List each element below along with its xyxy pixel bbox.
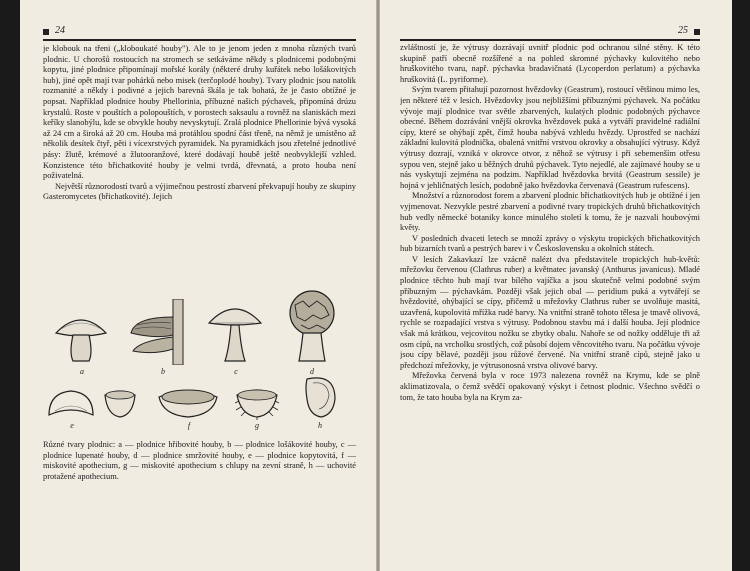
- right-paragraph-5: V lesích Zakavkazí lze vzácně nalézt dva představitele tropických hub-květů: mřežovku červenou (Clathrus ruber) a květnatec javanský (Anthurus javanicus). Mladé plodnice těchto hub mají tvar bílého vajíčka a jsou skutečně velmi podobné svým příbuzným — pýchavkám. Později však jejich obal — peridium puká a vytvářejí se hvězdovité, ohýbající se cípy, přičemž u mřežovky Clathrus ruber se uvolňuje masitá, uzavřená, kupolovitá mřížka rudé barvy. Na vnitřní straně tohoto tělesa je tmavě olivová, rychle se rozpadající vrstva s výtrusy. Podobnou stavbu má i další houba. Její plodnice však má krátkou, vejcovitou nožku se zbytky obalu. Nahoře se od nožky odděluje tři až osm cípů, na vrcholku srostlých, což působí dojem věncovitého tvaru. Na počátku vývoje jsou cípy bělavé, později jsou růžové červené. Na vnitřní straně cípů, stejně jako u předchozí mřežovky, je výtrusonosná vrstva olivové barvy.: [400, 254, 700, 370]
- figure-label-f: f: [187, 421, 191, 430]
- right-paragraph-2: Svým tvarem přitahují pozornost hvězdovky (Geastrum), rostoucí většinou mimo les, jen některé též v lesích. Hvězdovky jsou nejbližšími příbuznými pýchavek. Na počátku vývoje mají plodnice tvar světle zbarvených, kulatých plodnic podobných pýchavce obecné. Během dozrávání vnější okrovka hvězdovek puká a vytváří pravidelné radiální cípy, které se ohýbají zpět, čímž houba nabývá vzhledu hvězdy. Uprostřed se nachází základní kulovitá plodnička, obalená vnitřní vrstvou okrovky a obsahující výtrusy. Když výtrusy dozrají, vzniká v okrovce otvor, z něhož se výtrusy i při sebemenším otřesu sypou ven, stejně jako u běžných druhů pýchavek. Tyto nejedlé, ale zajímavé houby se u nás vyskytují zejména na podzim. Například hvězdovka brvitá (Geastrum sessile) je hojná v jehličnatých lesích, podobně jako hvězdovka červenavá (Geastrum rufescens).: [400, 85, 700, 190]
- figure-label-g: g: [255, 421, 259, 430]
- left-page-body: [43, 44, 356, 250]
- figure-caption: Různé tvary plodnic: a — plodnice hřibovité houby, b — plodnice lošákovité houby, c — plodnice lupenaté houby, d — plodnice smržovité houby, e — plodnice kopytovitá, f — miskovité apothecium, g — miskovité apothecium s chlupy na zevní straně, h — uchovité protažené apothecium.: [43, 440, 356, 481]
- fungi-shapes-figure: [43, 285, 356, 435]
- hairy-apothecium-illustration: [233, 385, 281, 421]
- right-paragraph-6: Mřežovka červená byla v roce 1973 nalezena rovněž na Krymu, kde se plně aklimatizovala, o čemž svědčí opakovaný výskyt i četnost plodnic. Všechno svědčí o tom, že tato houba byla na Krym za-: [400, 371, 700, 402]
- right-paragraph-1: zvláštností je, že výtrusy dozrávají uvnitř plodnic pod ochranou silné stěny. K této skupině patří obecně rozšířené a na pohled skromné pýchavky kulovitého nebo hruškovitého tvaru, např. pýchavka bradavičnatá (Lycoperdon perlatum) a pýchavka hruškovitá (L. pyriforme).: [400, 43, 700, 84]
- left-paragraph-2: Největší různorodostí tvarů a výjimečnou pestrostí zbarvení překvapují houby ze skupiny Gasteromycetes (břichatkovité). Jejich: [43, 181, 356, 202]
- left-paragraph-1: je klobouk na třeni („kloboukaté houby"). Ale to je jenom jeden z mnoha různých tvarů plodnic. U chorošů rostoucích na stromech se setkáváme někdy s plodnicemi podobnými kopytu, jiné plodnice připomínají mořské korály (některé druhy kuřátek nebo lošákovitých hub), jiné opět mají tvar pohárků nebo misek (terčoplodé houby). Tvary plodnic jsou natolik rozmanité a někdy i podivné a jejich barevná škála je tak bohatá, že je často obtížné je popsat. Například plodnice houby Phellorinia, příbuzné našich pýchavek, připomíná drúzu krystalů. Roste v pouštích a polopouštích, v porostech saksaulu a rovněž na slaniskách mezi keříky slanobýlu, kde se obvykle houby nevyskytují. Zralá plodnice Phellorinie bývá vysoká až 24 cm a široká až 20 cm. Houba má protáhlou spodní část třeně, na němž je umístěno až několik desítek čtyř, pěti i víceхrstvých pyramidek. Na pyramidkách jsou zřetelné jednotlivé pásy: žlutě, krémové a žlutooranžové, které dodávají houbě ještě neobvyklejší vzhled. Konzistence této břichatkovité houby je velmi tvrdá, dřevnatá, a proto houba není poživatelná.: [43, 44, 356, 181]
- hoof-fungus-illustration: [45, 385, 97, 421]
- figure-label-b: b: [161, 367, 165, 376]
- figure-label-e: e: [70, 421, 74, 430]
- right-page-number: 25: [678, 25, 688, 36]
- cup-apothecium-illustration: [155, 385, 221, 421]
- right-paragraph-4: V posledních dvaceti letech se množí zprávy o výskytu tropických břichatkovitých hub bizarních tvarů a pestrých barev i v Československu a okolních státech.: [400, 233, 700, 254]
- gilled-mushroom-illustration: [205, 299, 265, 365]
- figure-label-h: h: [318, 421, 322, 430]
- morel-mushroom-illustration: [283, 289, 341, 365]
- right-page: [380, 0, 732, 571]
- ear-apothecium-illustration: [299, 373, 341, 421]
- figure-label-c: c: [234, 367, 238, 376]
- figure-label-d: d: [310, 367, 314, 376]
- header-square-icon: [694, 29, 700, 35]
- small-cup-fungus-illustration: [101, 385, 139, 421]
- figure-label-a: a: [80, 367, 84, 376]
- bolete-mushroom-illustration: [51, 305, 111, 365]
- right-paragraph-3: Množství a různorodost forem a zbarvení plodnic břichatkovitých hub je obtížné i jen vyjmenovat. Nezvykle pestré zbarvení a podivné tvary tropických druhů břichatkovitých hub vedly německé botaniky konce minulého století k tomu, že je nazvali houbovými květy.: [400, 191, 700, 233]
- right-page-body: [400, 43, 700, 513]
- right-page-header: [400, 27, 700, 41]
- left-page: [20, 0, 377, 571]
- left-page-header: [43, 27, 356, 41]
- left-page-number: 24: [55, 25, 65, 36]
- header-square-icon: [43, 29, 49, 35]
- bracket-fungus-illustration: [125, 299, 195, 365]
